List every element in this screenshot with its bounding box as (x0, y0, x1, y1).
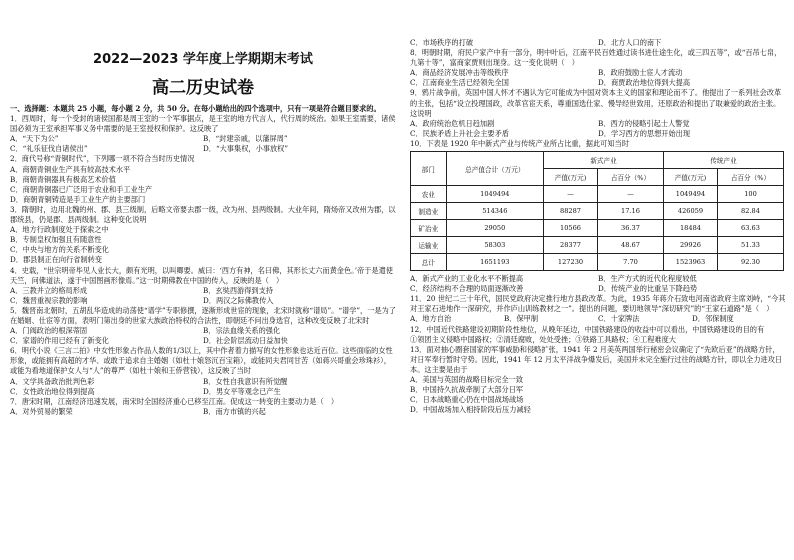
industry-table (410, 151, 784, 271)
option: D．学习西方的思想开始出现 (598, 128, 691, 138)
option: B．西方的侵略引起士人警觉 (598, 118, 690, 128)
question-7-options (10, 407, 396, 417)
option: D．男女平等观念已产生 (203, 386, 281, 396)
option: B．生产方式的近代化程度较低 (598, 274, 697, 284)
option: B．南方市镇的兴起 (203, 406, 266, 416)
option: D．中国战场加入相持阶段后压力减轻 (410, 405, 531, 415)
option: D．社会阶层流动日益加快 (203, 336, 288, 346)
table-cell: 矿冶业 (411, 220, 447, 237)
question-3: 3．隋朝时，边用北魏的州、郡、县三级制，后略文帝要去郡一级，改为州、县两级制。大业年间，隋炀帝又改州为郡，以郡统县，仍是郡、县两级制。这种变化说明 (10, 204, 396, 225)
table-cell: 总计 (411, 254, 447, 271)
table-subheader: 占百分（%） (717, 169, 783, 186)
table-cell: 58303 (446, 237, 543, 254)
question-5-options (10, 326, 396, 346)
option: B．“封建亲戚，以藩屏周” (203, 134, 288, 144)
option: B．商朝青铜器具有极高艺术价值 (10, 174, 116, 184)
table-subheader: 占百分（%） (598, 169, 664, 186)
question-13: 13．面对抽心圈套国家的军事威胁和侵略扩张，1941 年 2 月美英两国举行秘密会议确定了“先欧后亚”的战略方针，对日军奉行暂时守势。因此，1941 年 12 月太平洋战争爆发后，美国并未完全施行过往的战略方针，即以全力进攻日本。这主要是由于 (410, 344, 783, 374)
table-cell: 514346 (446, 203, 543, 220)
option: A．三教并立的格局形成 (10, 285, 88, 295)
question-4-options (10, 286, 396, 306)
question-8-options (410, 68, 786, 88)
table-cell: — (544, 186, 598, 203)
table-cell: 制造业 (411, 203, 447, 220)
option: B．专制皇权加强且有随意性 (10, 235, 102, 245)
option: D．两汉之际佛教传入 (203, 295, 274, 305)
option: C．江南商业生活已经领先全国 (410, 78, 509, 88)
option: B．保甲制 (504, 314, 539, 324)
table-header: 部门 (411, 152, 447, 186)
option: C．民族矛盾上升社会主要矛盾 (410, 128, 509, 138)
left-column (10, 40, 396, 417)
option: C．家谱的作用已经有了新变化 (10, 336, 109, 346)
table-cell: 100 (717, 186, 783, 203)
option: C．“礼乐征伐自诸侯出” (10, 144, 88, 154)
section-heading: 一、选择题：本题共 25 小题，每小题 2 分，共 50 分。在每小题给出的四个选项中，只有一项是符合题目要求的。 (10, 104, 381, 113)
table-cell: 426059 (664, 203, 718, 220)
table-row (411, 220, 784, 237)
table-row (411, 186, 784, 203)
table-cell: 92.30 (717, 254, 783, 271)
table-header: 新式产业 (544, 152, 664, 169)
table-cell: 1049494 (664, 186, 718, 203)
table-cell: 10566 (544, 220, 598, 237)
table-cell: 1049494 (446, 186, 543, 203)
table-cell: 18484 (664, 220, 718, 237)
right-column (410, 38, 786, 415)
option: C．商朝青铜器已广泛用于农业和手工业生产 (10, 184, 153, 194)
question-4: 4．史载，“世宗明帝毕见人业长大，颇有光明，以叫卿要。威曰：‘西方有神，名曰佛，其形长丈六而黄金色。’帝于是遣使天竺，问佛道法，遂于中国图画形像焉。”这一时期佛教在中国的传入，反映的是（ ） (10, 265, 393, 285)
table-cell: 运输业 (411, 237, 447, 254)
table-cell: 17.16 (598, 203, 664, 220)
exam-title: 2022—2023 学年度上学期期末考试 (93, 52, 313, 67)
question-10-options (410, 274, 786, 294)
option: C．女性政治地位得到提高 (10, 386, 95, 396)
table-cell: 29050 (446, 220, 543, 237)
table-cell: 82.84 (717, 203, 783, 220)
table-cell: 7.70 (598, 254, 664, 271)
table-cell: 88287 (544, 203, 598, 220)
question-10: 10．下表是 1920 年中新式产业与传统产业所占比重，据此可知当时 (410, 138, 629, 148)
table-cell: 48.67 (598, 237, 664, 254)
question-7-options-continued (410, 38, 786, 48)
table-cell: 1651193 (446, 254, 543, 271)
option: D．邻保制度 (692, 314, 734, 324)
option: D．“大事集权，小事放权” (203, 144, 288, 154)
option: C．中央与地方的关系不断变化 (10, 245, 109, 255)
table-cell: 28377 (544, 237, 598, 254)
table-header: 传统产业 (664, 152, 784, 169)
question-9: 9．鸦片战争前，英国中国人怀才不遇认为它可能成为中国对资本主义的国家和理论而不了。他提出了一系列社会改革的主张，包括“设立投理国政，改革官宦天系，尊重国选仕家、慢导经世致用，还原政治和提出了取兼爱的政治主张。这说明 (410, 88, 782, 118)
option: C．十家牌法 (598, 314, 640, 324)
option: A．商品经济发展冲击等级秩序 (410, 68, 509, 78)
table-cell: 36.37 (598, 220, 664, 237)
table-cell: 51.33 (717, 237, 783, 254)
option: A．门阀政治的根深蒂固 (10, 326, 88, 336)
table-cell: 63.63 (717, 220, 783, 237)
exam-subtitle: 高二历史试卷 (152, 78, 254, 98)
table-cell: 农业 (411, 186, 447, 203)
option: A．商朝青铜业生产具有较高技术水平 (10, 164, 131, 174)
option: D．商贾政治地位得到大提高 (598, 78, 691, 88)
option: A．地方行政制度处于探索之中 (10, 225, 109, 235)
option: B．女性自我意识有所觉醒 (203, 376, 288, 386)
option: A．美国与英国的战略目标完全一致 (410, 374, 524, 384)
table-row (411, 237, 784, 254)
option: C．市场秩序的打破 (410, 38, 474, 47)
option: A．“天下为公” (10, 134, 59, 144)
table-header: 总产值合计（万元） (446, 152, 543, 186)
table-row (411, 203, 784, 220)
question-6: 6．明代小说《三言二拍》中女性形象占作品人数的1/3以上，其中作者着力描写的女性形象也达近百位。这些面临的女性形象，或能拥有高超的才华、或敢于追求自主婚姻（如杜十娘怒沉百宝箱），或能同夫君同甘苦（如蒋兴哥重会珍珠衫），或能为看地道保护女人与“人”的尊严（如杜十娘和王侨营钱），这反映了当时 (10, 346, 393, 376)
question-5: 5．魏晋南北朝时，五胡乱华造成的动荡使“谱学”专职修撰，逐渐形成世宦的现象，北宋时就称“谱局”。“谱学”，一是为了在婚姻、仕宦等方面，表明门第出身的世家大族政治特权的合法性，即朝廷不问出身选官，这种改变反映了北宋时 (10, 305, 397, 325)
option: D．传统产业的比重呈下降趋势 (598, 284, 698, 294)
option: C．经济结构不合理的局面逐渐改善 (410, 284, 524, 294)
option: A．政府统治危机日趋加剧 (410, 118, 495, 128)
table-cell: — (598, 186, 664, 203)
question-7: 7．唐宋时期，江南经济迅速发展，南宋时全国经济重心已移至江南。促成这一转变的主要动力是（ ） (10, 396, 339, 406)
option: D．商朝青铜铸造是手工业生产的主要部门 (10, 194, 146, 204)
question-9-options (410, 119, 786, 139)
option: B．宗法血缘关系的强化 (203, 326, 281, 336)
question-11: 11．20 世纪二三十年代，国民党政府决定推行地方县政改革。为此，1935 年蒋介石致电河南省政府主席刘峙，“今其对王家石进地作一深研究，并作庐山训练教材之一”。提出的问题，要切地领导“深切研究”的“王家石道路”是（ ） (410, 294, 786, 314)
option: D．北方人口的南下 (598, 38, 662, 47)
table-subheader: 产值(万元) (664, 169, 718, 186)
option: D．郡县制正在向行省制转变 (10, 255, 103, 265)
question-6-options (10, 377, 396, 397)
option: A．对外贸易的繁荣 (10, 406, 73, 416)
question-1-options (10, 134, 396, 154)
option: A．文学具备政治批判色彩 (10, 376, 95, 386)
question-12-items: ①领团主义侵略中国路权；②清廷腐败，处处受挫；③铁路工具路权；④工程难度大 (410, 334, 676, 344)
option: B．中国持久抗战牵制了大部分日军 (410, 385, 524, 395)
question-12: 12．中国近代铁路建设初期阶段性地位，从晚年延边，中国铁路建设的收益中可以看出，中国铁路建设的目的有 (410, 324, 765, 334)
table-row (411, 254, 784, 271)
question-1: 1．西周时，每一个受封的诸侯国都是周王室的一个军事据点，是王室的地方代言人，代行周的统治。如果王室需要，诸侯国必须为王室承担军事义务中需要的是王室授权和保护。这反映了 (10, 114, 396, 134)
option: A．新式产业的工业化水平不断提高 (410, 274, 524, 284)
table-cell: 29926 (664, 237, 718, 254)
question-11-options (410, 314, 786, 324)
option: B．政府鼓励士宦人才流动 (598, 68, 683, 78)
option: C．魏晋重视宗教的影响 (10, 295, 88, 305)
table-subheader: 产值(万元) (544, 169, 598, 186)
question-8: 8．明朝时期，府民户家产中有一部分，明中叶后，江南平民百姓通过读书进仕途生化，或三四五等”，或“百吊七帛，九第十等”，富商家贾则出现身。这一变化说明（ ） (410, 48, 782, 68)
table-cell: 127230 (544, 254, 598, 271)
option: C．日本战略重心仍在中国战场战场 (410, 395, 524, 405)
option: B．玄奘西游得到支持 (203, 285, 273, 295)
option: A．地方自治 (410, 314, 452, 324)
question-2: 2．商代号称“青铜时代”，下列哪一项不符合当时历史情况 (10, 154, 195, 164)
table-cell: 1523963 (664, 254, 718, 271)
